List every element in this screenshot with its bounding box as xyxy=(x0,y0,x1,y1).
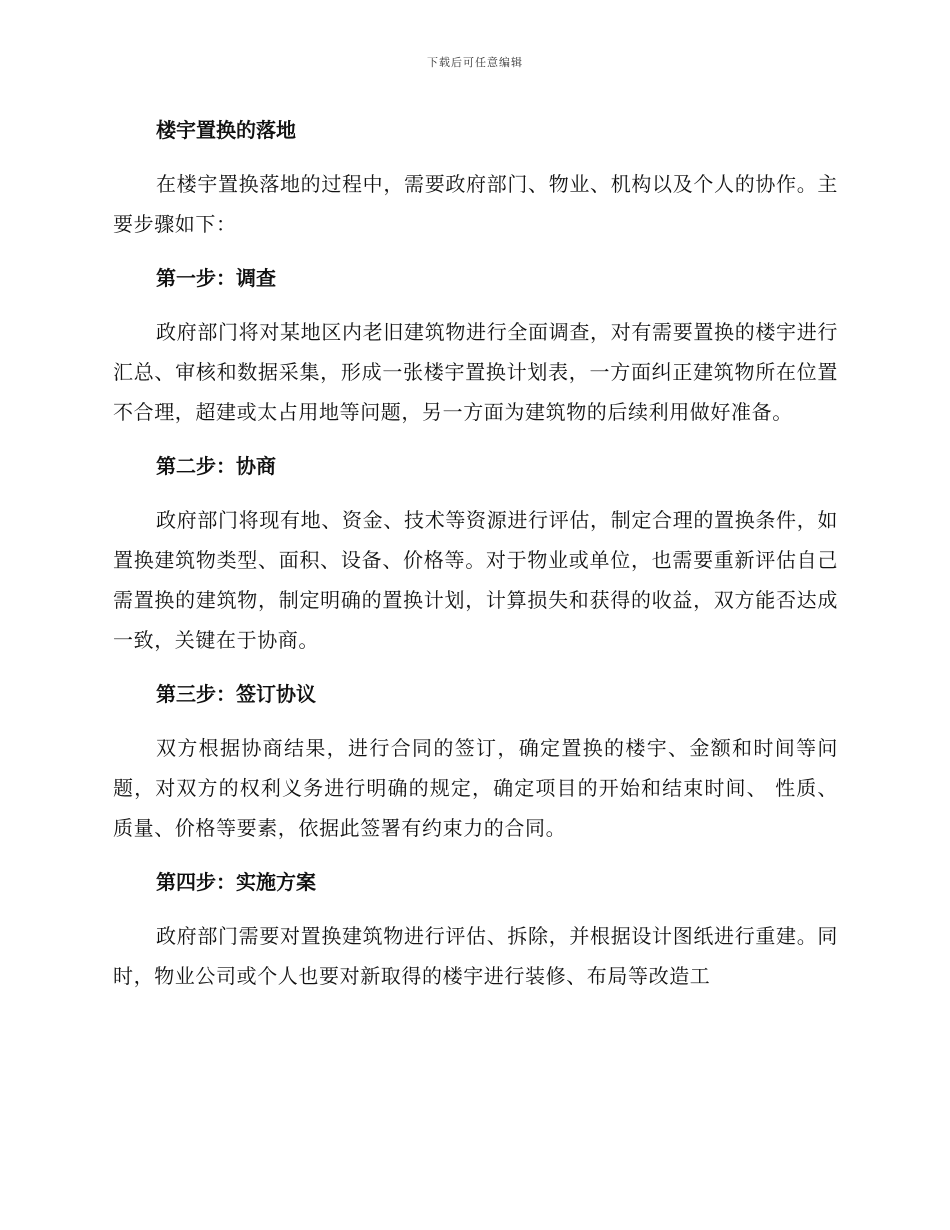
section-body-step-4: 政府部门需要对置换建筑物进行评估、拆除，并根据设计图纸进行重建。同时，物业公司或个人也要对新取得的楼宇进行装修、布局等改造工 xyxy=(113,924,838,988)
section-body-step-2: 政府部门将现有地、资金、技术等资源进行评估，制定合理的置换条件，如置换建筑物类型、面积、设备、价格等。对于物业或单位，也需要重新评估自己需置换的建筑物，制定明确的置换计划，计算损失和获得的收益，双方能否达成一致，关键在于协商。 xyxy=(113,508,838,652)
header-note: 下载后可任意编辑 xyxy=(427,56,523,69)
section-heading-step-4: 第四步：实施方案 xyxy=(156,870,316,894)
section-body-step-3: 双方根据协商结果，进行合同的签订，确定置换的楼宇、金额和时间等问题，对双方的权利义务进行明确的规定，确定项目的开始和结束时间、 性质、质量、价格等要素，依据此签署有约束力的合同。 xyxy=(113,736,838,840)
document-body xyxy=(113,110,838,1010)
document-title: 楼宇置换的落地 xyxy=(156,118,296,142)
intro-paragraph: 在楼宇置换落地的过程中，需要政府部门、物业、机构以及个人的协作。主要步骤如下： xyxy=(113,172,838,236)
section-heading-step-1: 第一步：调查 xyxy=(156,266,276,290)
section-heading-step-3: 第三步：签订协议 xyxy=(156,682,316,706)
section-heading-step-2: 第二步：协商 xyxy=(156,454,276,478)
section-body-step-1: 政府部门将对某地区内老旧建筑物进行全面调查，对有需要置换的楼宇进行汇总、审核和数据采集，形成一张楼宇置换计划表，一方面纠正建筑物所在位置不合理，超建或太占用地等问题，另一方面为建筑物的后续利用做好准备。 xyxy=(113,320,838,424)
